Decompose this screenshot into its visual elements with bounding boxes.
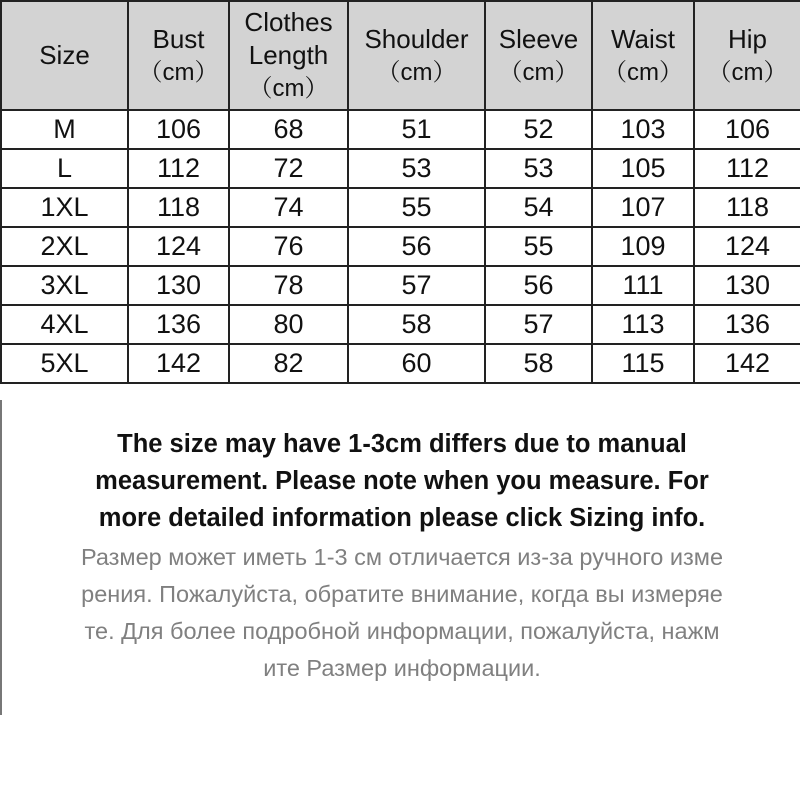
header-hip [694,1,800,110]
table-row [1,149,800,188]
cell-clothes-length: 78 [229,266,348,305]
cell-sleeve: 53 [485,149,592,188]
header-sleeve [485,1,592,110]
cell-size: 2XL [1,227,128,266]
header-label: Sleeve [498,23,579,54]
cell-size: 3XL [1,266,128,305]
cell-shoulder: 53 [348,149,485,188]
size-chart [0,0,800,384]
cell-hip: 124 [694,227,800,266]
header-clothes-length [229,1,348,110]
header-unit: （cm） [603,58,683,86]
note-line: The size may have 1-3cm differs due to manual [117,430,687,458]
cell-waist: 113 [592,305,694,344]
cell-sleeve: 52 [485,110,592,149]
cell-clothes-length: 72 [229,149,348,188]
size-table [0,0,800,384]
cell-bust: 118 [128,188,229,227]
header-row [1,1,800,110]
header-label: Size [39,40,90,70]
header-label: Waist [610,23,676,54]
cell-waist: 107 [592,188,694,227]
cell-shoulder: 51 [348,110,485,149]
note-line: more detailed information please click Sizing info. [98,504,706,532]
cell-sleeve: 56 [485,266,592,305]
russian-note [2,539,800,687]
note-line: ите Размер информации. [263,655,541,681]
cell-shoulder: 56 [348,227,485,266]
cell-hip: 142 [694,344,800,383]
cell-hip: 118 [694,188,800,227]
cell-shoulder: 57 [348,266,485,305]
cell-size: 1XL [1,188,128,227]
note-line: те. Для более подробной информации, пожалуйста, нажм [84,618,720,644]
cell-waist: 115 [592,344,694,383]
header-unit: （cm） [248,75,329,102]
cell-hip: 136 [694,305,800,344]
cell-bust: 136 [128,305,229,344]
cell-bust: 112 [128,149,229,188]
cell-size: L [1,149,128,188]
cell-waist: 103 [592,110,694,149]
cell-sleeve: 57 [485,305,592,344]
cell-size: M [1,110,128,149]
header-size [1,1,128,110]
table-row [1,110,800,149]
header-unit: （cm） [707,58,788,86]
table-row [1,188,800,227]
cell-size: 4XL [1,305,128,344]
cell-clothes-length: 82 [229,344,348,383]
header-label: Clothes Length [244,7,333,70]
cell-bust: 142 [128,344,229,383]
cell-hip: 106 [694,110,800,149]
table-row [1,227,800,266]
note-line: рения. Пожалуйста, обратите внимание, когда вы измеряе [81,581,723,607]
cell-waist: 109 [592,227,694,266]
cell-size: 5XL [1,344,128,383]
cell-sleeve: 58 [485,344,592,383]
header-unit: （cm） [498,58,579,86]
cell-shoulder: 60 [348,344,485,383]
cell-hip: 112 [694,149,800,188]
header-waist [592,1,694,110]
cell-shoulder: 58 [348,305,485,344]
table-row [1,305,800,344]
cell-hip: 130 [694,266,800,305]
cell-clothes-length: 80 [229,305,348,344]
cell-waist: 105 [592,149,694,188]
header-label: Hip [727,23,767,54]
cell-bust: 106 [128,110,229,149]
header-unit: （cm） [376,58,457,86]
cell-shoulder: 55 [348,188,485,227]
cell-clothes-length: 76 [229,227,348,266]
cell-clothes-length: 68 [229,110,348,149]
cell-clothes-length: 74 [229,188,348,227]
cell-bust: 124 [128,227,229,266]
table-row [1,266,800,305]
cell-sleeve: 54 [485,188,592,227]
size-notes [0,400,800,715]
header-unit: （cm） [138,58,219,86]
header-bust [128,1,229,110]
note-line: Размер может иметь 1-3 см отличается из-за ручного изме [80,544,724,570]
table-row [1,344,800,383]
header-label: Shoulder [364,23,469,54]
note-line: measurement. Please note when you measure. For [95,467,709,495]
english-note [2,426,800,537]
header-shoulder [348,1,485,110]
cell-bust: 130 [128,266,229,305]
header-label: Bust [152,23,205,54]
cell-waist: 111 [592,266,694,305]
cell-sleeve: 55 [485,227,592,266]
